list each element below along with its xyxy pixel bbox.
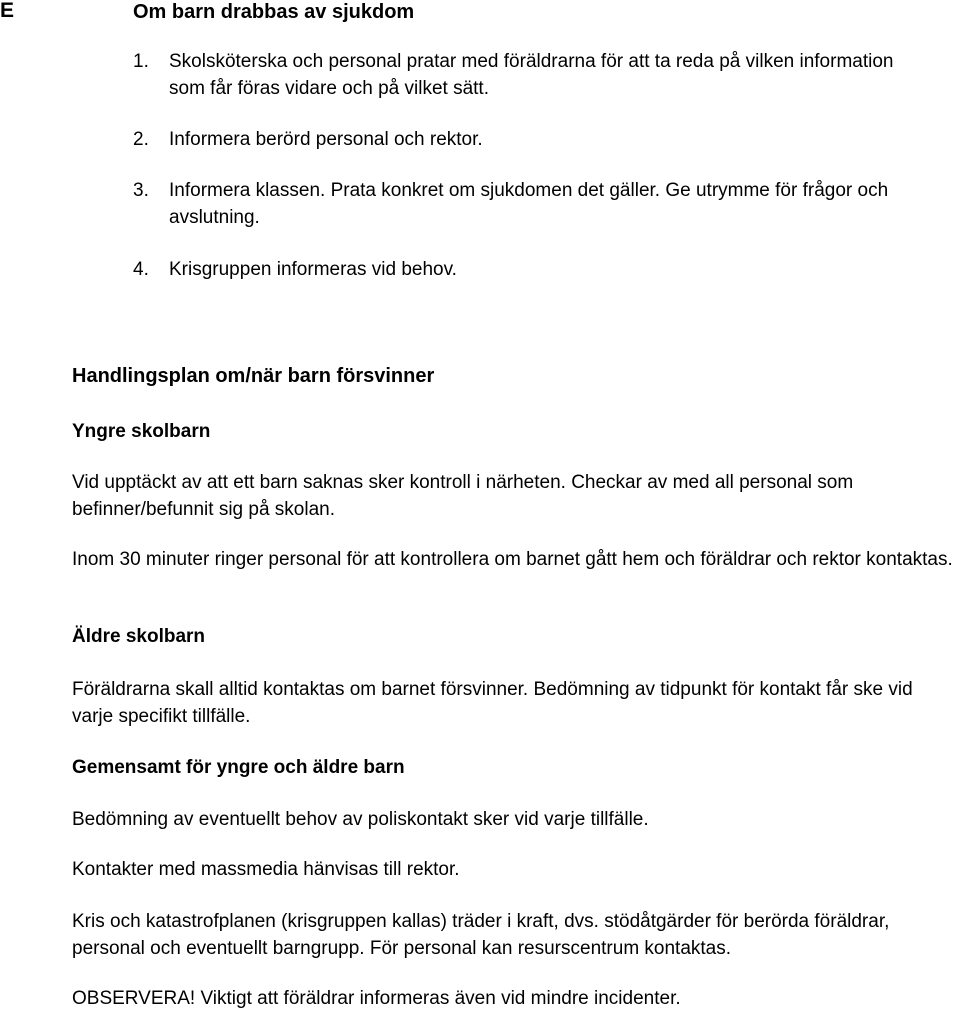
younger-children-heading: Yngre skolbarn: [72, 421, 211, 442]
common-paragraph-1: Bedömning av eventuellt behov av poliskontakt sker vid varje tillfälle.: [72, 809, 649, 830]
list-item-number: 3.: [133, 180, 149, 201]
list-item-number: 2.: [133, 129, 149, 150]
list-item: [133, 256, 929, 283]
common-paragraph-2: Kontakter med massmedia hänvisas till rektor.: [72, 859, 460, 880]
observera-note: OBSERVERA! Viktigt att föräldrar informeras även vid mindre incidenter.: [72, 988, 681, 1009]
list-item-text: Skolsköterska och personal pratar med föräldrarna för att ta reda på vilken information som får föras vidare och på vilket sätt.: [169, 51, 894, 99]
illness-section-title: Om barn drabbas av sjukdom: [133, 1, 415, 23]
missing-child-plan-title: Handlingsplan om/när barn försvinner: [72, 365, 435, 387]
list-item: [133, 48, 929, 102]
list-item-number: 4.: [133, 259, 149, 280]
section-letter: E: [0, 0, 15, 22]
list-item-text: Informera berörd personal och rektor.: [169, 129, 483, 150]
common-paragraph-3: Kris och katastrofplanen (krisgruppen kallas) träder i kraft, dvs. stödåtgärder för berörda föräldrar, personal och eventuellt barngrupp. För personal kan resurscentrum kontaktas.: [72, 911, 890, 959]
list-item-text: Krisgruppen informeras vid behov.: [169, 259, 457, 280]
list-item-text: Informera klassen. Prata konkret om sjukdomen det gäller. Ge utrymme för frågor och avslutning.: [169, 180, 889, 228]
list-item-number: 1.: [133, 51, 149, 72]
list-item: [133, 126, 929, 153]
older-children-heading: Äldre skolbarn: [72, 626, 206, 647]
common-heading: Gemensamt för yngre och äldre barn: [72, 757, 405, 778]
younger-paragraph-2: Inom 30 minuter ringer personal för att kontrollera om barnet gått hem och föräldrar och rektor kontaktas.: [72, 549, 953, 570]
younger-paragraph-1: Vid upptäckt av att ett barn saknas sker kontroll i närheten. Checkar av med all personal som befinner/befunnit sig på skolan.: [72, 472, 854, 520]
list-item: [133, 177, 929, 231]
older-paragraph-1: Föräldrarna skall alltid kontaktas om barnet försvinner. Bedömning av tidpunkt för kontakt får ske vid varje specifikt tillfälle.: [72, 679, 913, 727]
